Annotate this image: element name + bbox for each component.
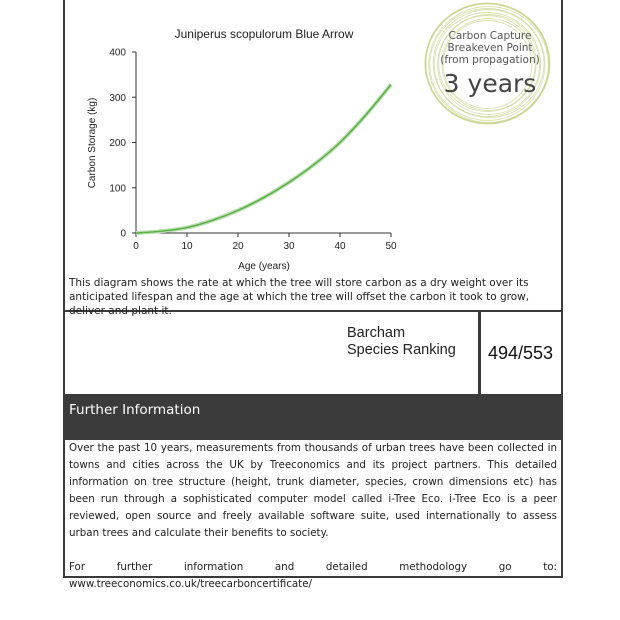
badge-label-line2: Breakeven Point <box>447 42 533 54</box>
species-ranking-panel <box>63 310 563 396</box>
x-tick-label: 30 <box>283 241 295 252</box>
x-tick-label: 20 <box>232 241 244 252</box>
ranking-divider <box>478 310 481 394</box>
y-axis-ticks <box>109 48 136 240</box>
badge-label-line1: Carbon Capture <box>448 30 532 42</box>
x-tick-label: 40 <box>334 241 346 252</box>
y-tick-label: 300 <box>109 92 126 104</box>
further-info-paragraph-1: Over the past 10 years, measurements from thousands of urban trees have been collected in towns and cities across the UK by Treeconomics and its project partners. This detailed information on tree structure (height, trunk diameter, species, crown dimensions etc) has been run through a sophisticated computer model called i-Tree Eco. i-Tree Eco is a peer reviewed, open source and freely available software suite, used internationally to assess urban trees and calculate their benefits to society. <box>69 442 557 539</box>
chart-title: Juniperus scopulorum Blue Arrow <box>174 27 354 41</box>
series-line-glow <box>136 85 391 233</box>
further-info-paragraph-2: For further information and detailed methodology go to: www.treeconomics.co.uk/treecarboncertificate/ <box>69 561 557 590</box>
badge-label-line3: (from propagation) <box>440 54 540 66</box>
further-info-header <box>63 396 563 440</box>
chart-axes <box>136 52 391 233</box>
further-info-body <box>69 440 557 593</box>
x-tick-label: 0 <box>133 241 139 252</box>
x-axis-ticks <box>133 233 397 252</box>
x-tick-label: 50 <box>385 241 397 252</box>
further-info-panel <box>63 440 563 590</box>
y-tick-label: 400 <box>109 47 126 59</box>
y-tick-label: 100 <box>109 183 126 195</box>
ranking-value: 494/553 <box>488 343 554 363</box>
chart-caption: This diagram shows the rate at which the tree will store carbon as a dry weight over its anticipated lifespan and the age at which the tree will offset the carbon it took to grow, deliver and plant it. <box>69 277 530 317</box>
x-tick-label: 10 <box>181 241 193 252</box>
carbon-chart <box>65 0 415 275</box>
y-tick-label: 0 <box>120 228 126 240</box>
further-info-heading: Further Information <box>69 402 201 418</box>
ranking-label <box>347 325 456 359</box>
y-axis-label: Carbon Storage (kg) <box>87 97 98 189</box>
ranking-label-line1: Barcham <box>347 325 406 341</box>
x-axis-label: Age (years) <box>238 261 290 272</box>
breakeven-badge <box>427 30 553 98</box>
y-tick-label: 200 <box>109 138 126 149</box>
series-line <box>136 85 391 233</box>
ranking-label-line2: Species Ranking <box>347 342 456 358</box>
chart-series <box>136 85 391 233</box>
breakeven-value: 3 years <box>443 69 537 98</box>
